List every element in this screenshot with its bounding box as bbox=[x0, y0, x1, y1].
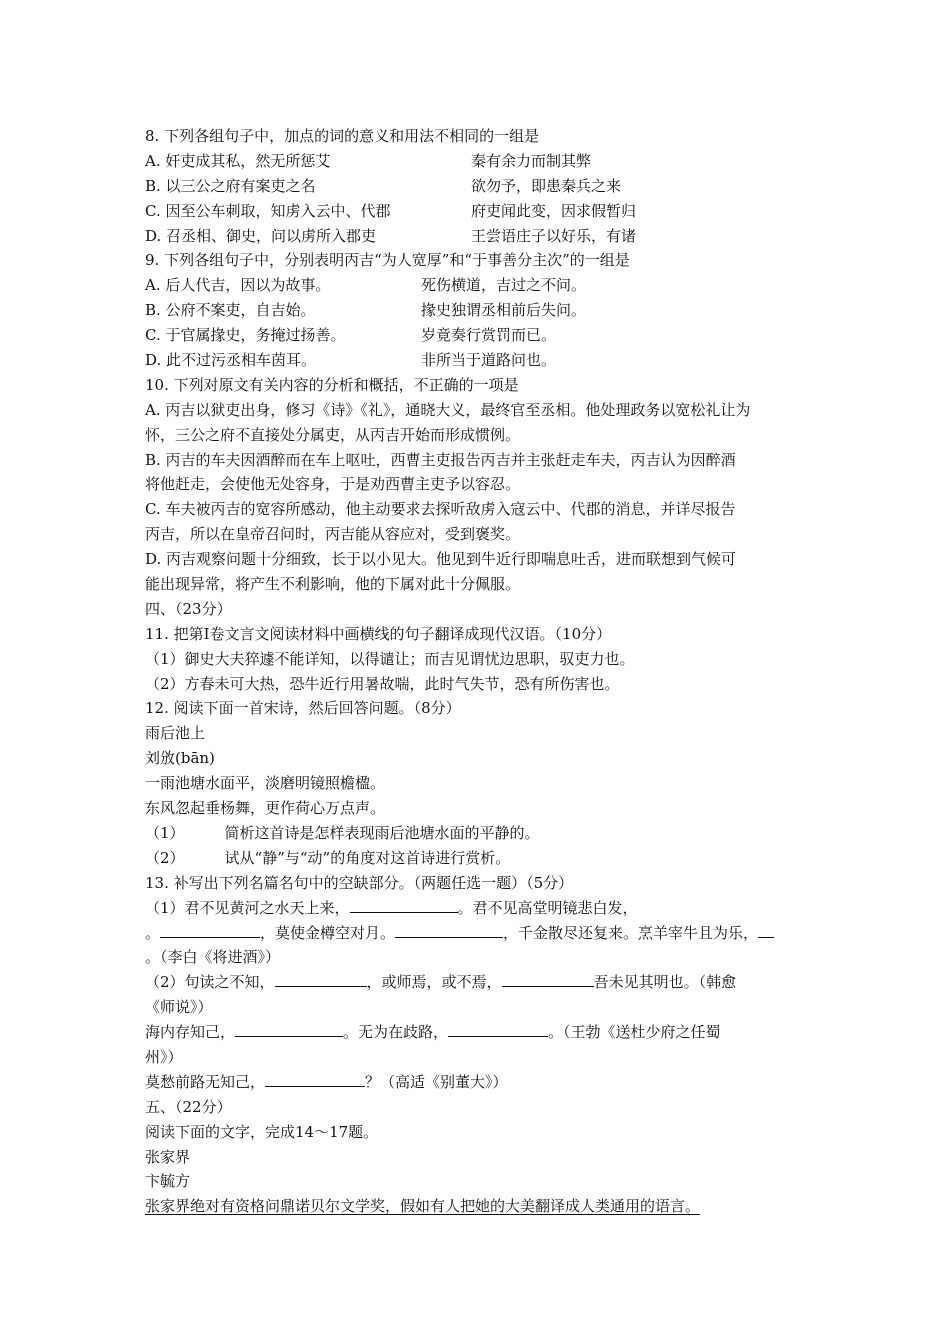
section-5-heading: 五、（22分） bbox=[145, 1097, 232, 1116]
q13-text: 。君不见高堂明镜悲白发， bbox=[457, 898, 638, 917]
q8-stem: 8. 下列各组句子中，加点的词的意义和用法不相同的一组是 bbox=[145, 127, 540, 145]
q13-line-1 bbox=[145, 896, 815, 921]
q13-text: ，莫使金樽空对月。 bbox=[260, 923, 396, 942]
q13-line-7: 州》） bbox=[145, 1047, 183, 1066]
q13-text: 海内存知己， bbox=[145, 1023, 236, 1042]
q13-line-3: 。（李白《将进酒》） bbox=[145, 948, 281, 967]
fill-blank[interactable] bbox=[448, 1022, 548, 1037]
q8-option-c-left: C. 因至公车刺取，知虏入云中、代郡 bbox=[145, 201, 391, 220]
q10-stem: 10. 下列对原文有关内容的分析和概括，不正确的一项是 bbox=[145, 375, 519, 394]
q13-text: ，千金散尽还复来。烹羊宰牛且为乐， bbox=[503, 923, 759, 942]
q12-stem: 12. 阅读下面一首宋诗，然后回答问题。（8分） bbox=[145, 699, 461, 718]
poem-author: 刘攽(bān) bbox=[145, 749, 215, 768]
q10-option-b-line1: B. 丙吉的车夫因酒醉而在车上呕吐，西曹主吏报告丙吉并主张赶走车夫，丙吉认为因醉酒 bbox=[145, 450, 736, 469]
q13-text: 。（王勃《送杜少府之任蜀 bbox=[548, 1023, 721, 1042]
q8-option-b bbox=[145, 174, 815, 199]
q13-text: 。无为在歧路， bbox=[343, 1023, 449, 1042]
q9-option-c bbox=[145, 323, 815, 348]
q12-part-2-number: （2） bbox=[145, 848, 185, 867]
q9-option-d-left: D. 此不过污丞相车茵耳。 bbox=[145, 351, 317, 370]
q8-option-a bbox=[145, 149, 815, 174]
q9-stem: 9. 下列各组句子中，分别表明丙吉“为人宽厚”和“于事善分主次”的一组是 bbox=[145, 251, 630, 270]
section-5-intro: 阅读下面的文字，完成14～17题。 bbox=[145, 1122, 379, 1141]
q8-option-d bbox=[145, 224, 815, 249]
q9-option-c-right: 岁竟奏行赏罚而已。 bbox=[421, 326, 557, 345]
q9-option-c-left: C. 于官属掾史，务掩过扬善。 bbox=[145, 326, 346, 345]
q8-option-a-left: A. 奸吏成其私，然无所惩艾 bbox=[145, 151, 331, 170]
q12-part-2 bbox=[145, 846, 815, 871]
q9-option-b-right: 掾史独谓丞相前后失问。 bbox=[421, 301, 587, 320]
q8-option-d-left: D. 召丞相、御史，问以虏所入郡吏 bbox=[145, 226, 377, 245]
q11-stem: 11. 把第Ⅰ卷文言文阅读材料中画横线的句子翻译成现代汉语。（10分） bbox=[145, 624, 612, 643]
q13-text: 莫愁前路无知己， bbox=[145, 1072, 266, 1091]
q13-text: （1）君不见黄河之水天上来， bbox=[145, 898, 350, 917]
q8-option-b-right: 欲勿予，即患秦兵之来 bbox=[471, 176, 622, 195]
q11-sentence-1: （1）御史大夫猝遽不能详知，以得谴让；而吉见谓忧边思职，驭吏力也。 bbox=[145, 649, 635, 668]
q13-text: 。 bbox=[145, 923, 161, 942]
fill-blank[interactable] bbox=[160, 923, 260, 938]
q13-text: ，或师焉，或不焉， bbox=[366, 973, 502, 992]
q10-option-a-line1: A. 丙吉以狱吏出身，修习《诗》《礼》，通晓大义，最终官至丞相。他处理政务以宽松礼让为 bbox=[145, 400, 751, 419]
q9-option-a bbox=[145, 273, 815, 298]
q13-line-8 bbox=[145, 1070, 815, 1095]
q10-option-c-line1: C. 车夫被丙吉的宽容所感动，他主动要求去探听敌虏入寇云中、代郡的消息，并详尽报告 bbox=[145, 500, 736, 519]
q9-option-a-left: A. 后人代吉，因以为故事。 bbox=[145, 276, 331, 295]
q9-option-d bbox=[145, 348, 815, 373]
q13-text: 吾未见其明也。（韩愈 bbox=[593, 973, 737, 992]
poem-line-2: 东风忽起垂杨舞，更作荷心万点声。 bbox=[145, 799, 386, 818]
fill-blank[interactable] bbox=[350, 898, 458, 913]
q9-option-d-right: 非所当于道路问也。 bbox=[421, 351, 557, 370]
fill-blank[interactable] bbox=[395, 923, 503, 938]
q8-option-c-right: 府吏闻此变，因求假暂归 bbox=[471, 201, 637, 220]
exam-page bbox=[145, 124, 815, 1219]
q13-text: ？（高适《别董大》） bbox=[365, 1072, 508, 1091]
q13-text: （2）句读之不知， bbox=[145, 973, 275, 992]
q10-option-d-line2: 能出现异常，将产生不利影响，他的下属对此十分佩服。 bbox=[145, 575, 521, 594]
article-first-line: 张家界绝对有资格问鼎诺贝尔文学奖，假如有人把她的大美翻译成人类通用的语言。 bbox=[145, 1197, 701, 1216]
fill-blank[interactable] bbox=[502, 972, 594, 987]
q11-sentence-2: （2）方春未可大热，恐牛近行用暑故喘，此时气失节，恐有所伤害也。 bbox=[145, 674, 620, 693]
article-author: 卞毓方 bbox=[145, 1172, 191, 1191]
q12-part-2-text: 试从“静”与“动”的角度对这首诗进行赏析。 bbox=[224, 848, 511, 867]
article-title: 张家界 bbox=[145, 1147, 191, 1166]
q8-option-c bbox=[145, 199, 815, 224]
q13-line-2 bbox=[145, 921, 815, 946]
fill-blank[interactable] bbox=[265, 1072, 365, 1087]
q13-stem: 13. 补写出下列名篇名句中的空缺部分。（两题任选一题）（5分） bbox=[145, 873, 574, 892]
poem-title: 雨后池上 bbox=[145, 724, 206, 743]
q9-option-b bbox=[145, 298, 815, 323]
q8-option-b-left: B. 以三公之府有案吏之名 bbox=[145, 176, 316, 195]
q9-option-b-left: B. 公府不案吏，自吉始。 bbox=[145, 301, 316, 320]
q13-line-4 bbox=[145, 970, 815, 995]
q8-option-a-right: 秦有余力而制其弊 bbox=[471, 151, 592, 170]
q12-part-1-text: 简析这首诗是怎样表现雨后池塘水面的平静的。 bbox=[224, 823, 540, 842]
fill-blank[interactable] bbox=[758, 923, 774, 938]
q10-option-c-line2: 丙吉，所以在皇帝召问时，丙吉能从容应对，受到褒奖。 bbox=[145, 525, 521, 544]
q10-option-b-line2: 将他赶走，会使他无处容身，于是劝西曹主吏予以容忍。 bbox=[145, 475, 521, 494]
q13-line-6 bbox=[145, 1020, 815, 1045]
fill-blank[interactable] bbox=[235, 1022, 343, 1037]
q8-option-d-right: 王尝语庄子以好乐，有诸 bbox=[471, 226, 637, 245]
q12-part-1-number: （1） bbox=[145, 823, 185, 842]
q9-option-a-right: 死伤横道，吉过之不问。 bbox=[421, 276, 587, 295]
q10-option-a-line2: 怀，三公之府不直接处分属吏，从丙吉开始而形成惯例。 bbox=[145, 425, 521, 444]
fill-blank[interactable] bbox=[275, 972, 367, 987]
section-4-heading: 四、（23分） bbox=[145, 599, 232, 618]
q12-part-1 bbox=[145, 821, 815, 846]
poem-line-1: 一雨池塘水面平，淡磨明镜照檐楹。 bbox=[145, 774, 386, 793]
q13-line-5: 《师说》） bbox=[145, 998, 213, 1017]
q10-option-d-line1: D. 丙吉观察问题十分细致，长于以小见大。他见到牛近行即喘息吐舌，进而联想到气候可 bbox=[145, 550, 737, 569]
